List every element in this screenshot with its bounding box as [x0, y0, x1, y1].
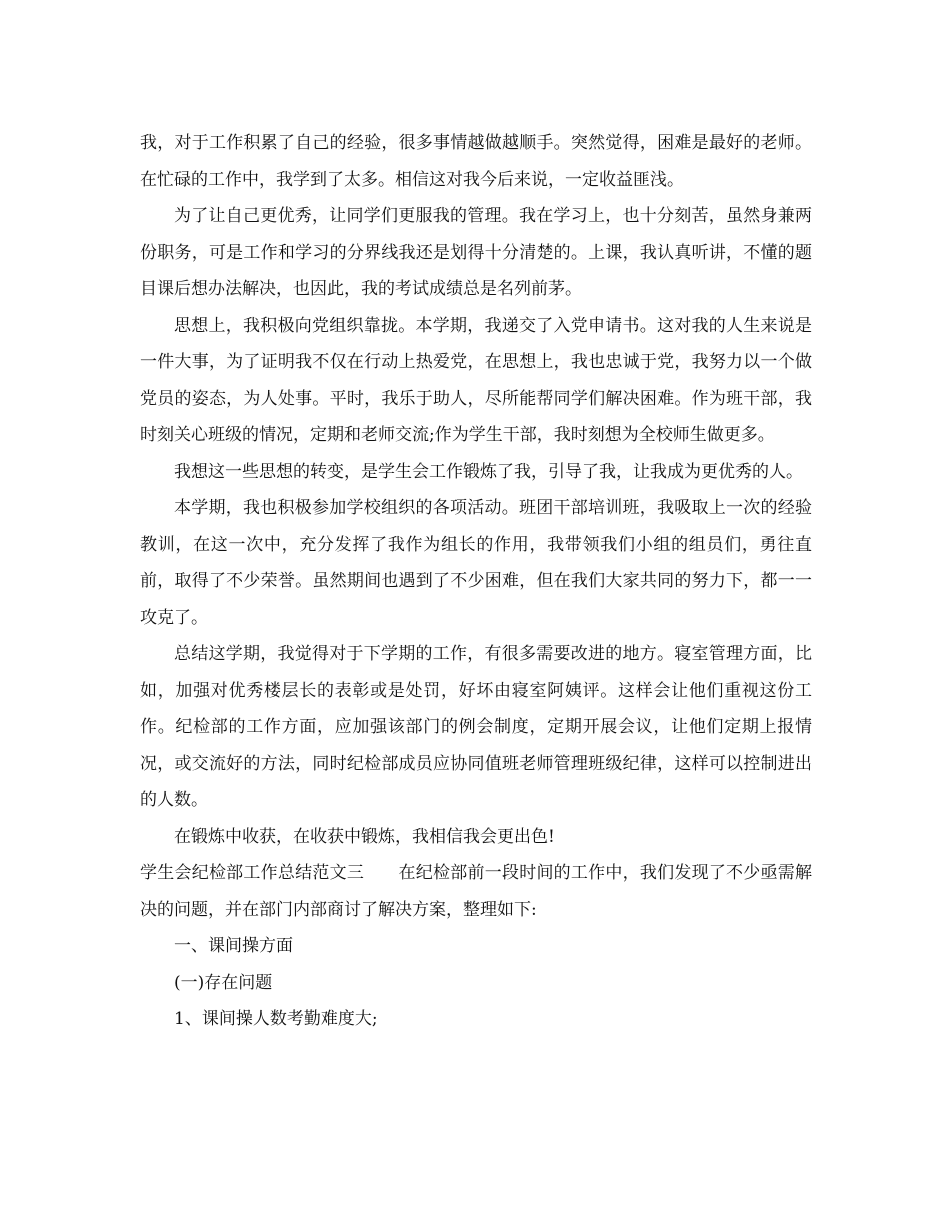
list-item: 1、课间操人数考勤难度大; [174, 1009, 378, 1029]
paragraph-activities: 本学期，我也积极参加学校组织的各项活动。班团干部培训班，我吸取上一次的经验教训，在这一次中，充分发挥了我作为组长的作用，我带领我们小组的组员们，勇往直前，取得了不少荣誉。虽然期间也遇到了不少困难，但在我们大家共同的努力下，都一一攻克了。 [140, 498, 812, 628]
paragraph-closing: 在锻炼中收获，在收获中锻炼，我相信我会更出色! [174, 826, 555, 847]
paragraph-summary: 总结这学期，我觉得对于下学期的工作，有很多需要改进的地方。寝室管理方面，比如，加强对优秀楼层长的表彰或是处罚，好坏由寝室阿姨评。这样会让他们重视这份工作。纪检部的工作方面，应加强该部门的例会制度，定期开展会议，让他们定期上报情况，或交流好的方法，同时纪检部成员应协同值班老师管理班级纪律，这样可以控制进出的人数。 [140, 644, 812, 810]
paragraph-sample-three: 学生会纪检部工作总结范文三 在纪检部前一段时间的工作中，我们发现了不少亟需解决的问题，并在部门内部商讨了解决方案，整理如下: [140, 863, 812, 920]
paragraph-study: 为了让自己更优秀，让同学们更服我的管理。我在学习上，也十分刻苦，虽然身兼两份职务，可是工作和学习的分界线我还是划得十分清楚的。上课，我认真听讲，不懂的题目课后想办法解决，也因此，我的考试成绩总是名列前茅。 [140, 206, 812, 299]
paragraph-transformation: 我想这一些思想的转变，是学生会工作锻炼了我，引导了我，让我成为更优秀的人。 [174, 461, 803, 482]
section-heading: 一、课间操方面 [174, 936, 293, 956]
paragraph-continuation: 我，对于工作积累了自己的经验，很多事情越做越顺手。突然觉得，困难是最好的老师。在忙碌的工作中，我学到了太多。相信这对我今后来说，一定收益匪浅。 [140, 133, 812, 190]
subsection-heading: (一)存在问题 [174, 972, 273, 993]
paragraph-ideology: 思想上，我积极向党组织靠拢。本学期，我递交了入党申请书。这对我的人生来说是一件大事，为了证明我不仅在行动上热爱党，在思想上，我也忠诚于党，我努力以一个做党员的姿态，为人处事。平时，我乐于助人，尽所能帮同学们解决困难。作为班干部，我时刻关心班级的情况，定期和老师交流;作为学生干部，我时刻想为全校师生做更多。 [140, 315, 812, 445]
document-body [140, 125, 812, 1038]
